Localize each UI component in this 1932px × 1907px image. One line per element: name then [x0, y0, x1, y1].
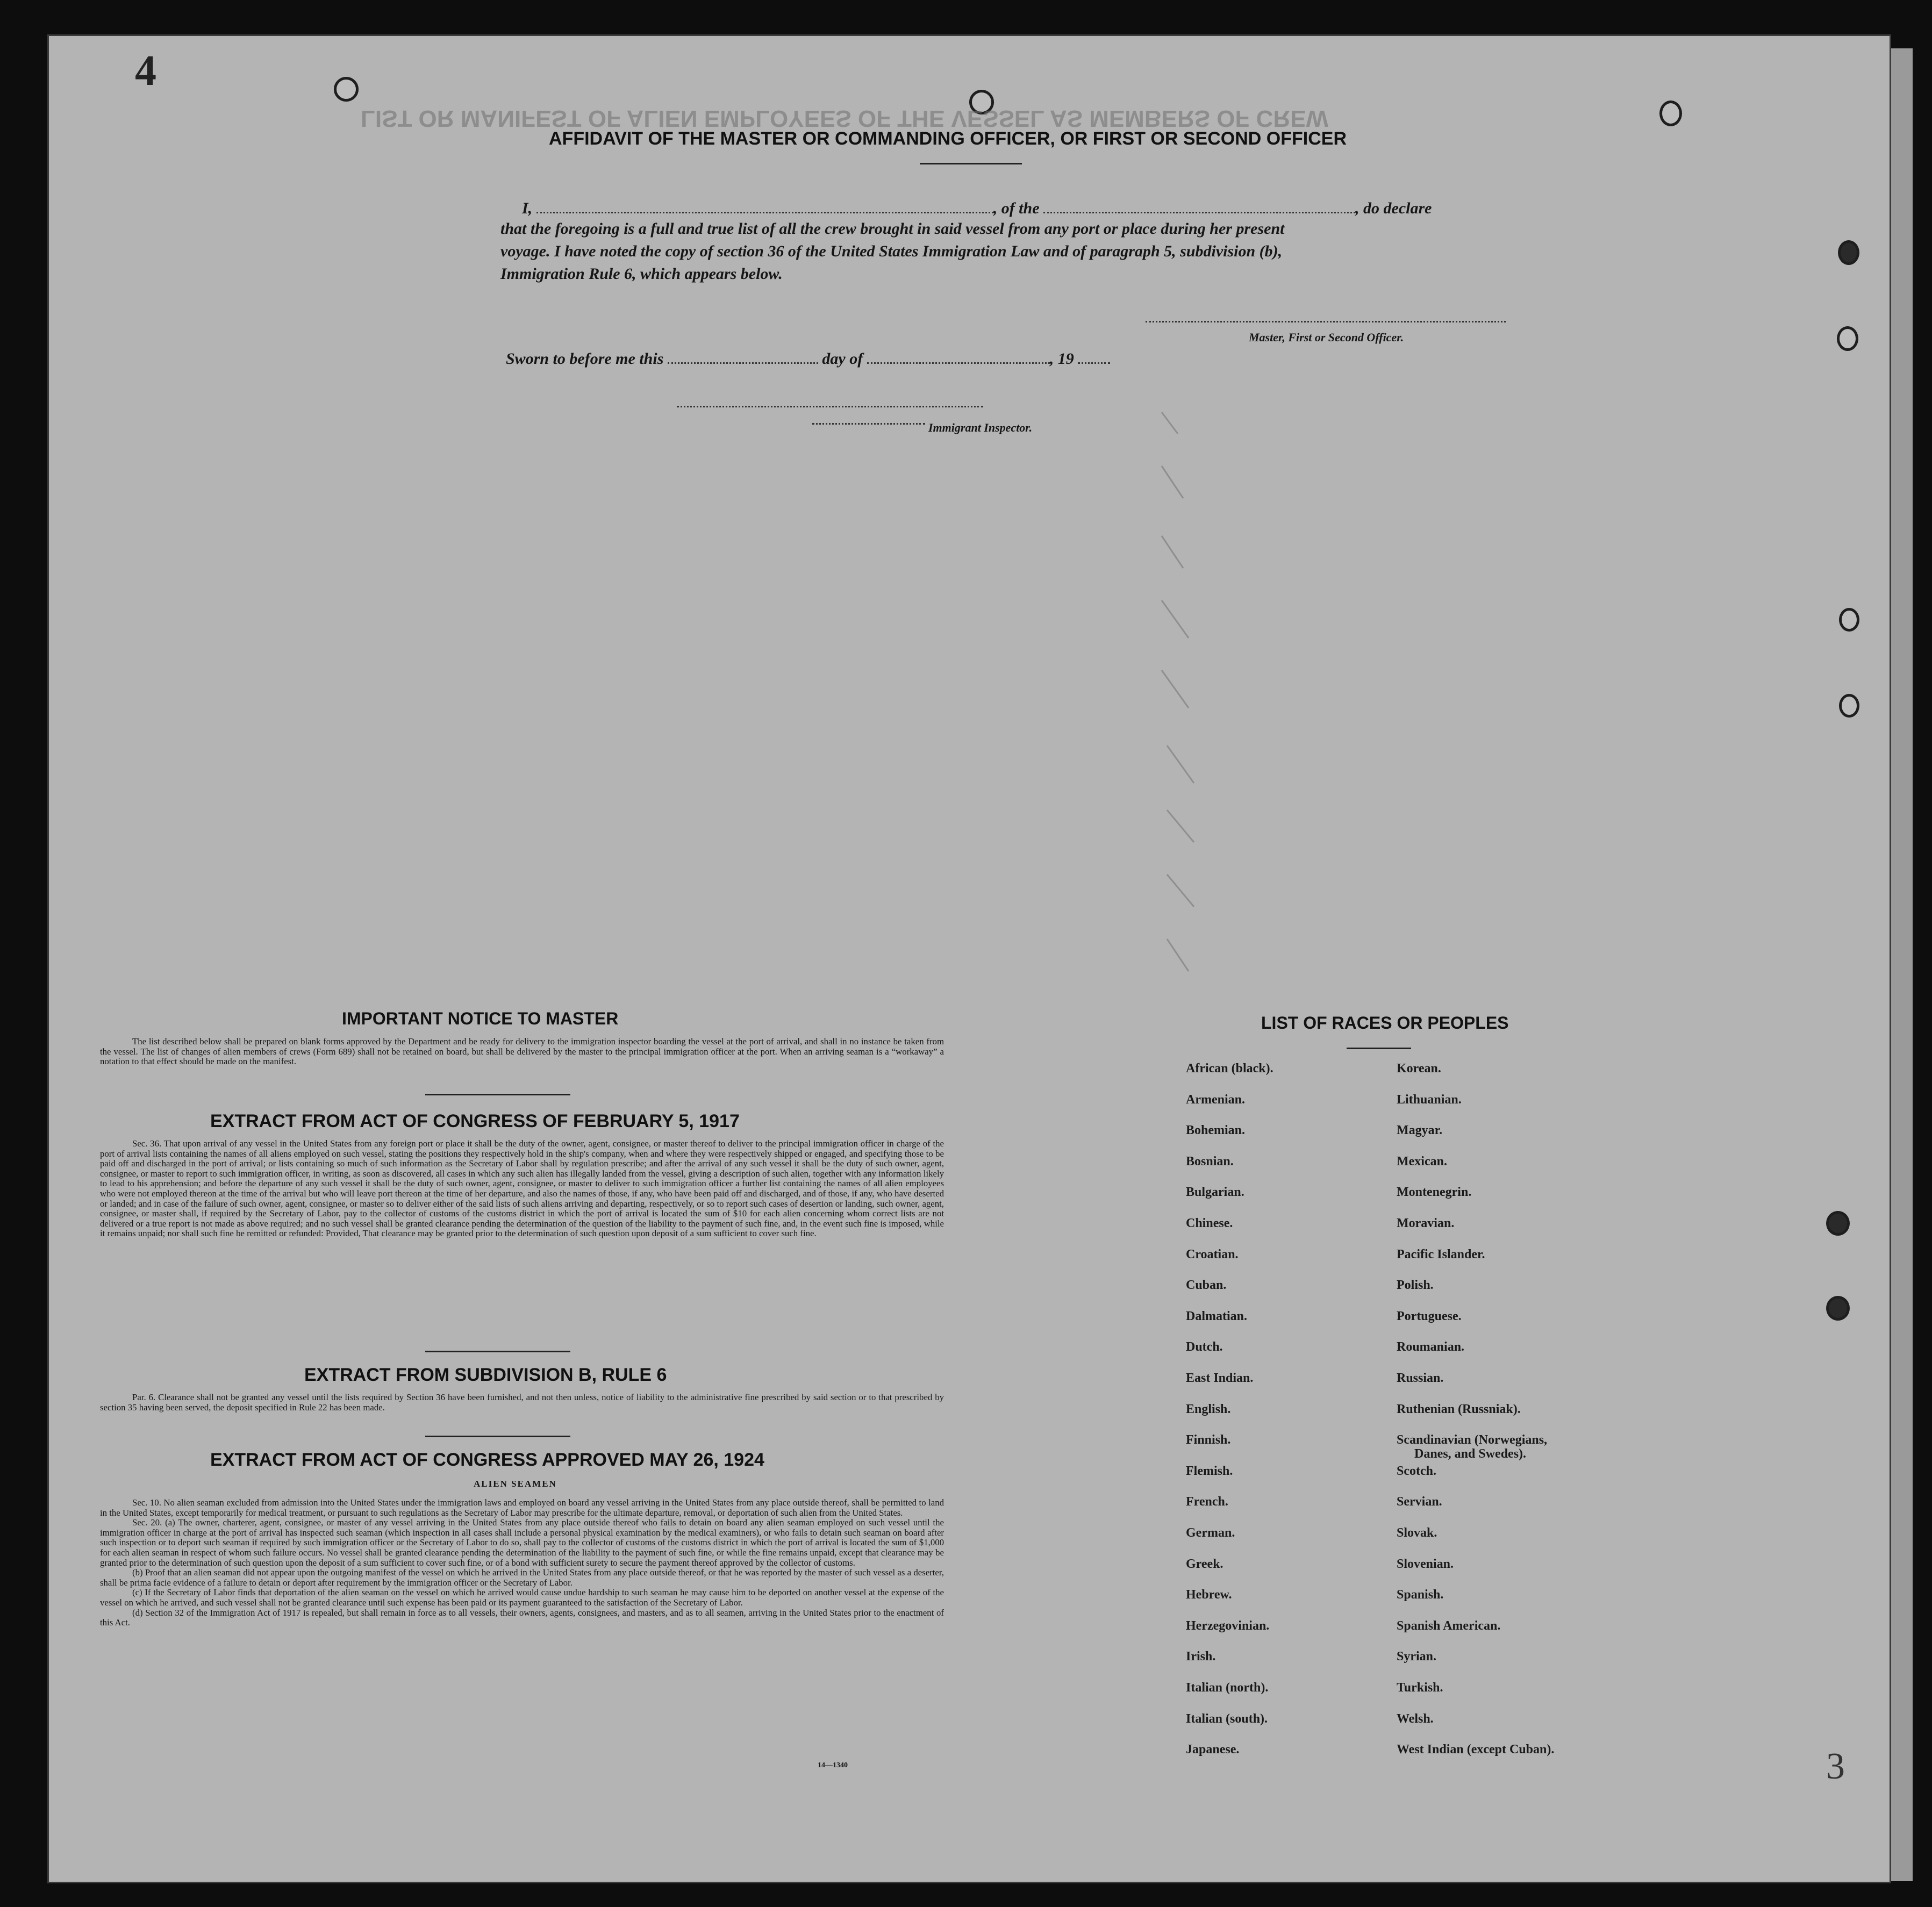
race-right-item: Danes, and Swedes). [1414, 1447, 1527, 1461]
races-title-rule [1347, 1048, 1411, 1049]
race-left-item: Dalmatian. [1186, 1309, 1247, 1323]
race-right-item: Mexican. [1397, 1154, 1447, 1168]
alien-seamen-subtitle: ALIEN SEAMEN [474, 1479, 557, 1489]
race-left-item: African (black). [1186, 1062, 1273, 1076]
race-right-item: Polish. [1397, 1278, 1434, 1293]
affidavit-body-line3: Immigration Rule 6, which appears below. [500, 265, 783, 283]
day-of-label: day of [822, 350, 863, 368]
race-left-item: Finnish. [1186, 1433, 1231, 1447]
inspector-label: Immigrant Inspector. [928, 421, 1033, 434]
race-left-item: French. [1186, 1495, 1228, 1509]
race-right-item: Portuguese. [1397, 1309, 1462, 1323]
sworn-label: Sworn to before me this [506, 350, 664, 368]
inspector-dots [812, 423, 925, 425]
extract-1917-title: EXTRACT FROM ACT OF CONGRESS OF FEBRUARY 5, 1917 [210, 1111, 740, 1131]
race-right-item: Spanish American. [1397, 1618, 1501, 1633]
page-number: 4 [135, 47, 156, 95]
race-left-item: Italian (north). [1186, 1681, 1269, 1695]
extract-rule6-title: EXTRACT FROM SUBDIVISION B, RULE 6 [304, 1365, 667, 1385]
race-left-item: East Indian. [1186, 1371, 1254, 1385]
race-right-item: Turkish. [1397, 1681, 1443, 1695]
sec20d-paragraph: (d) Section 32 of the Immigration Act of 1917 is repealed, but shall remain in force as to all vessels, their owners, agents, consignees, and masters, and as to all seamen, arriving in the United States prior to the enactment of this Act. [100, 1607, 944, 1628]
race-right-item: Scotch. [1397, 1464, 1436, 1478]
race-left-item: English. [1186, 1402, 1231, 1416]
extract-1917-rule [425, 1351, 570, 1352]
race-right-item: Spanish. [1397, 1588, 1444, 1602]
race-left-item: Italian (south). [1186, 1711, 1268, 1726]
race-right-item: Russian. [1397, 1371, 1444, 1385]
extract-rule6-text [100, 1393, 944, 1413]
extract-1924-title: EXTRACT FROM ACT OF CONGRESS APPROVED MAY 26, 1924 [210, 1450, 764, 1470]
signature-field[interactable] [1146, 321, 1506, 322]
punch-hole [1839, 694, 1859, 718]
race-right-item: Slovenian. [1397, 1557, 1454, 1571]
race-left-item: Hebrew. [1186, 1588, 1232, 1602]
extract-rule6-rule [425, 1436, 570, 1437]
page-edge-strip [1891, 48, 1913, 1881]
affidavit-body-line2: voyage. I have noted the copy of section 36 of the United States Immigration Law and of paragraph 5, subdivision (b), [500, 242, 1283, 260]
race-left-item: German. [1186, 1526, 1235, 1540]
punch-hole [1659, 101, 1682, 126]
sworn-line [506, 348, 1110, 370]
race-right-item: Moravian. [1397, 1216, 1455, 1230]
sec20a-paragraph: Sec. 20. (a) The owner, charterer, agent, consignee, or master of any vessel arriving in the United States from any place outside thereof who fails to detain on board any alien seaman employed on such vessel until the immigration officer in charge at the port of arrival has inspected such seaman (which inspection in all cases shall include a personal physical examination by the medical examiners), or who fails to detain such seaman on board after such inspection or to deport such seaman if required by such immigration officer or the Secretary of Labor to do so, shall pay to the collector of customs of the customs district in which the port of arrival is located the sum of $1,000 for each alien seaman in respect of whom such failure occurs. No vessel shall be granted clearance pending the determination of the liability to the payment of such fine, or while the fine remains unpaid, except that clearance may be granted prior to the determination of such question upon the deposit of a sum sufficient to cover such fine, or of a bond with sufficient surety to secure the payment thereof approved by the collector of customs. [100, 1517, 944, 1568]
notice-rule [425, 1094, 570, 1095]
faint-pen-marks [1124, 402, 1232, 993]
race-right-item: Magyar. [1397, 1123, 1443, 1138]
signature-label: Master, First or Second Officer. [1249, 331, 1404, 344]
race-right-item: Scandinavian (Norwegians, [1397, 1433, 1548, 1447]
race-left-item: Flemish. [1186, 1464, 1233, 1478]
sworn-month-field[interactable] [867, 352, 1050, 364]
sec20c-paragraph: (c) If the Secretary of Labor finds that deportation of the alien seaman on the vessel on which he arrived would cause undue hardship to such seaman he may cause him to be deported on another vessel at the expense of the vessel on which he arrived, and such vessel shall not be granted clearance until such expense has been paid or its payment guaranteed to the satisfaction of the Secretary of Labor. [100, 1587, 944, 1608]
race-right-item: Slovak. [1397, 1526, 1437, 1540]
race-left-item: Dutch. [1186, 1340, 1223, 1354]
race-left-item: Armenian. [1186, 1092, 1245, 1107]
race-left-item: Greek. [1186, 1557, 1223, 1571]
declare-label: , do declare [1355, 199, 1432, 217]
sworn-year-field[interactable] [1078, 352, 1110, 364]
extract-rule6-paragraph: Par. 6. Clearance shall not be granted any vessel until the lists required by Section 36 have been furnished, and not then unless, notice of liability to the administrative fine prescribed by said section or to that prescribed by section 35 having been served, the deposit specified in Rule 22 has been made. [100, 1392, 944, 1413]
extract-1917-paragraph: Sec. 36. That upon arrival of any vessel in the United States from any foreign port or place it shall be the duty of the owner, agent, consignee, or master thereof to deliver to the principal immigration officer in charge of the port of arrival lists containing the names of all aliens employed on such vessel, stating the positions they respectively hold in the ship's company, when and where they were respectively shipped or engaged, and specifying those to be paid off and discharged in the port of arrival; or lists containing so much of such information as the Secretary of Labor shall by regulation prescribe; and after the arrival of any such vessel it shall be the duty of such owner, agent, consignee, or master to report to such immigration officer, in writing, as soon as discovered, all cases in which any such alien has illegally landed from the vessel, giving a description of such alien, together with any information likely to lead to his apprehension; and before the departure of any such vessel it shall be the duty of such owner, agent, consignee, or master to deliver to such immigration officer a further list containing the names of all alien employees who were not employed thereon at the time of the arrival but who will leave port thereon at the time of her departure, and also the names of those, if any, who have been paid off and discharged, and of those, if any, who have deserted or landed; and in case of the failure of such owner, agent, consignee, or master so to deliver either of the said lists of such aliens arriving and departing, respectively, or so to report such cases of desertion or landing, such owner, agent, consignee, or master shall, if required by the Secretary of Labor, pay to the collector of customs of the customs district in which the port of arrival is located the sum of $10 for each alien concerning whom correct lists are not delivered or a true report is not made as above required; and no such vessel shall be granted clearance pending the determination of the question of the liability to the payment of such fine, and, in the event such fine is imposed, while it remains unpaid; nor shall such fine be remitted or refunded: Provided, That clearance may be granted prior to the determination of such question upon deposit of a sum sufficient to cover such fine. [100, 1138, 944, 1239]
affidavit-title: AFFIDAVIT OF THE MASTER OR COMMANDING OFFICER, OR FIRST OR SECOND OFFICER [549, 128, 1347, 149]
notice-paragraph: The list described below shall be prepared on blank forms approved by the Department and be ready for delivery to the immigration inspector boarding the vessel at the port of arrival, and shall in no instance be taken from the vessel. The list of changes of alien members of crews (Form 689) shall not be retained on board, but shall be delivered by the master to the principal immigration officer at the port. When an arriving seaman is a “workaway” a notation to that effect should be made on the manifest. [100, 1036, 944, 1067]
punch-hole [1826, 1211, 1850, 1236]
race-left-item: Japanese. [1186, 1743, 1240, 1757]
race-right-item: Servian. [1397, 1495, 1442, 1509]
notice-title: IMPORTANT NOTICE TO MASTER [342, 1009, 619, 1028]
form-code: 14—1340 [818, 1761, 848, 1769]
race-left-item: Bulgarian. [1186, 1185, 1244, 1200]
punch-hole [1838, 240, 1859, 265]
punch-hole [1826, 1296, 1850, 1321]
declaration-line [500, 197, 1586, 220]
race-right-item: West Indian (except Cuban). [1397, 1743, 1555, 1757]
race-left-item: Herzegovinian. [1186, 1618, 1270, 1633]
i-label: I, [522, 199, 533, 217]
sec10-paragraph: Sec. 10. No alien seaman excluded from admission into the United States under the immigration laws and employed on board any vessel arriving in the United States from any place outside thereof, shall be permitted to land in the United States, except temporarily for medical treatment, or pursuant to such regulations as the Secretary of Labor may prescribe for the ultimate departure, removal, or deportation of such alien from the United States. [100, 1497, 944, 1518]
race-left-item: Bohemian. [1186, 1123, 1246, 1138]
race-left-item: Irish. [1186, 1650, 1216, 1664]
race-left-item: Bosnian. [1186, 1154, 1234, 1168]
race-right-item: Syrian. [1397, 1650, 1437, 1664]
race-left-item: Cuban. [1186, 1278, 1227, 1293]
of-the-label: , of the [993, 199, 1040, 217]
affidavit-title-rule [920, 163, 1022, 164]
race-left-item: Croatian. [1186, 1247, 1239, 1261]
race-right-item: Ruthenian (Russniak). [1397, 1402, 1521, 1416]
affidavit-body-line1: that the foregoing is a full and true list of all the crew brought in said vessel from any port or place during her present [500, 220, 1285, 238]
race-right-item: Korean. [1397, 1062, 1441, 1076]
race-right-item: Pacific Islander. [1397, 1247, 1485, 1261]
year-label: , 19 [1049, 350, 1074, 368]
punch-hole [334, 77, 359, 102]
extract-1924-text [100, 1498, 944, 1628]
race-left-item: Chinese. [1186, 1216, 1233, 1230]
bleed-through-title: LIST OR MANIFEST OF ALIEN EMPLOYEES OF THE VESSEL AS MEMBERS OF CREW [361, 105, 1329, 132]
notice-text [100, 1037, 944, 1067]
punch-hole [1837, 326, 1858, 351]
name-field[interactable] [536, 201, 993, 213]
document-sheet [47, 34, 1891, 1883]
sec20b-paragraph: (b) Proof that an alien seaman did not appear upon the outgoing manifest of the vessel on which he arrived in the United States from any place outside thereof, or that he was reported by the master of such vessel as a deserter, shall be prima facie evidence of a failure to detain or deport after requirement by the immigration officer or the Secretary of Labor. [100, 1567, 944, 1588]
sworn-day-field[interactable] [668, 352, 818, 364]
extract-1917-text [100, 1139, 944, 1239]
punch-hole [1839, 608, 1859, 632]
vessel-field[interactable] [1043, 201, 1355, 213]
corner-mark: 3 [1826, 1746, 1845, 1787]
races-title: LIST OF RACES OR PEOPLES [1261, 1013, 1509, 1033]
inspector-signature-field[interactable] [677, 406, 983, 407]
race-right-item: Montenegrin. [1397, 1185, 1472, 1200]
race-right-item: Lithuanian. [1397, 1092, 1462, 1107]
race-right-item: Welsh. [1397, 1711, 1434, 1726]
race-right-item: Roumanian. [1397, 1340, 1465, 1354]
